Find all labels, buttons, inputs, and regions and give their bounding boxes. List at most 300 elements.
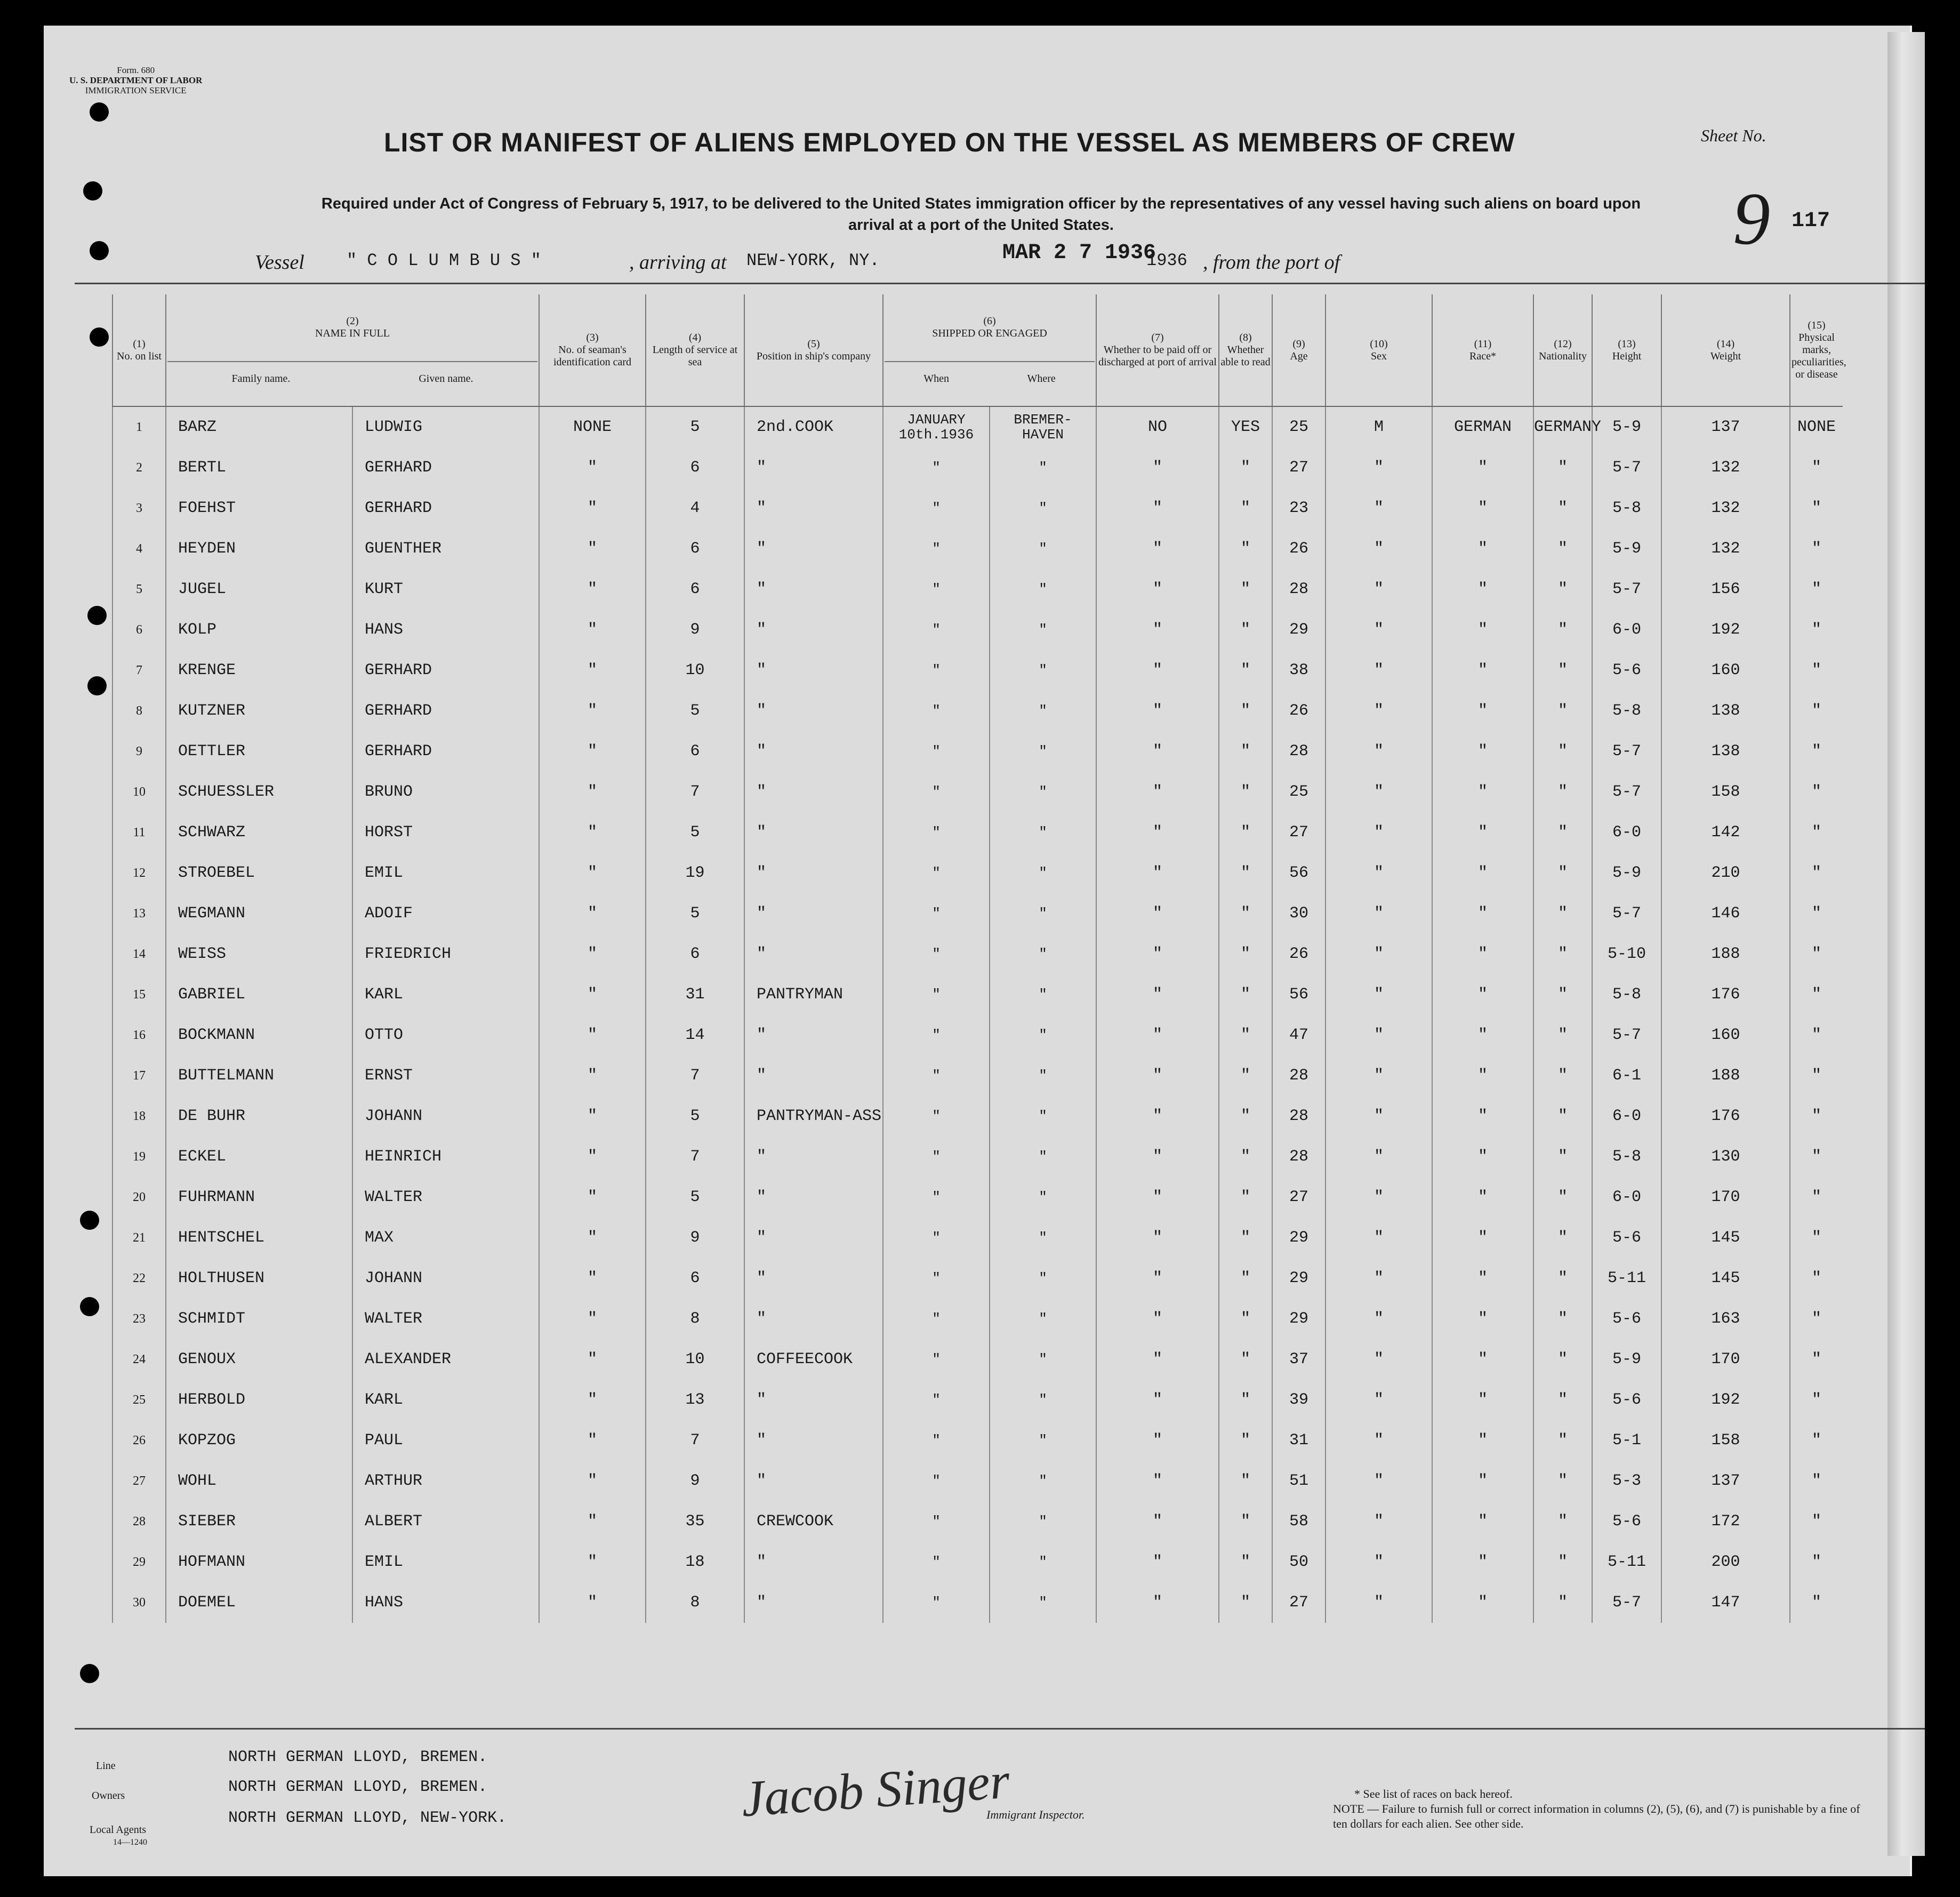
- cell-weight: 158: [1661, 1420, 1790, 1461]
- cell-marks: ": [1790, 1218, 1843, 1258]
- cell-given-name: KURT: [352, 569, 539, 610]
- cell-height: 6-1: [1592, 1055, 1661, 1096]
- table-row: [113, 1582, 1843, 1623]
- cell-able-to-read: ": [1219, 1096, 1272, 1136]
- cell-shipped-where: ": [990, 1055, 1096, 1096]
- cell-row-number: 4: [113, 529, 166, 569]
- cell-family-name: SIEBER: [166, 1501, 352, 1542]
- cell-id-card: ": [539, 1542, 646, 1582]
- cell-paid-off: ": [1096, 1339, 1219, 1380]
- sheet-number: 9: [1733, 178, 1770, 260]
- cell-age: 25: [1272, 772, 1326, 812]
- arrival-year: 1936: [1146, 251, 1187, 270]
- cell-height: 5-6: [1592, 1380, 1661, 1420]
- cell-given-name: ALEXANDER: [352, 1339, 539, 1380]
- cell-shipped-when: ": [883, 1299, 990, 1339]
- cell-family-name: HOLTHUSEN: [166, 1258, 352, 1299]
- col-height: (13) Height: [1592, 294, 1661, 406]
- cell-sex: ": [1326, 974, 1432, 1015]
- cell-paid-off: ": [1096, 853, 1219, 893]
- cell-paid-off: ": [1096, 974, 1219, 1015]
- cell-age: 30: [1272, 893, 1326, 934]
- cell-marks: ": [1790, 1055, 1843, 1096]
- cell-paid-off: ": [1096, 1461, 1219, 1501]
- cell-age: 29: [1272, 610, 1326, 650]
- cell-sex: ": [1326, 812, 1432, 853]
- cell-marks: ": [1790, 1380, 1843, 1420]
- cell-family-name: WOHL: [166, 1461, 352, 1501]
- owners-value: NORTH GERMAN LLOYD, BREMEN.: [228, 1778, 488, 1796]
- cell-position: 2nd.COOK: [744, 406, 883, 447]
- page-title: LIST OR MANIFEST OF ALIENS EMPLOYED ON THE VESSEL AS MEMBERS OF CREW: [384, 127, 1515, 157]
- col-given-name: Given name.: [419, 373, 473, 385]
- cell-id-card: ": [539, 488, 646, 529]
- cell-race: ": [1432, 488, 1533, 529]
- cell-position: COFFEECOOK: [744, 1339, 883, 1380]
- cell-height: 5-10: [1592, 934, 1661, 974]
- cell-given-name: GERHARD: [352, 650, 539, 691]
- cell-shipped-where: ": [990, 1339, 1096, 1380]
- cell-shipped-where: ": [990, 1096, 1096, 1136]
- cell-service-length: 6: [646, 529, 744, 569]
- cell-row-number: 13: [113, 893, 166, 934]
- cell-weight: 192: [1661, 1380, 1790, 1420]
- cell-shipped-when: ": [883, 1339, 990, 1380]
- cell-given-name: MAX: [352, 1218, 539, 1258]
- cell-position: ": [744, 1420, 883, 1461]
- cell-nationality: ": [1533, 1258, 1592, 1299]
- col-paid-off: (7) Whether to be paid off or discharged at port of arrival: [1096, 294, 1219, 406]
- arrival-date-stamp: MAR 2 7 1936: [1002, 241, 1156, 265]
- cell-nationality: ": [1533, 934, 1592, 974]
- table-row: [113, 569, 1843, 610]
- col-no: (1) No. on list: [113, 294, 166, 406]
- cell-height: 6-0: [1592, 610, 1661, 650]
- cell-nationality: ": [1533, 447, 1592, 488]
- penalty-note: NOTE — Failure to furnish full or correct information in columns (2), (5), (6), and (7) is punishable by a fine of ten dollars for each alien. See other side.: [1333, 1802, 1860, 1830]
- cell-family-name: BARZ: [166, 406, 352, 447]
- cell-marks: ": [1790, 488, 1843, 529]
- cell-service-length: 14: [646, 1015, 744, 1055]
- cell-nationality: ": [1533, 1015, 1592, 1055]
- divider-line: [75, 283, 1925, 284]
- cell-marks: ": [1790, 691, 1843, 731]
- cell-shipped-when: ": [883, 812, 990, 853]
- cell-shipped-when: ": [883, 529, 990, 569]
- binder-hole: [83, 181, 102, 201]
- line-value: NORTH GERMAN LLOYD, BREMEN.: [228, 1748, 488, 1766]
- cell-service-length: 6: [646, 1258, 744, 1299]
- cell-row-number: 19: [113, 1136, 166, 1177]
- cell-service-length: 6: [646, 569, 744, 610]
- cell-row-number: 22: [113, 1258, 166, 1299]
- cell-age: 26: [1272, 529, 1326, 569]
- cell-able-to-read: ": [1219, 1339, 1272, 1380]
- arrival-port: NEW-YORK, NY.: [746, 251, 880, 270]
- cell-position: PANTRYMAN: [744, 974, 883, 1015]
- page-subtitle: Required under Act of Congress of February 5, 1917, to be delivered to the United States immigration officer by the representatives of any vessel having such aliens on board upon arrival at a port of the United States.: [321, 195, 1641, 234]
- cell-nationality: ": [1533, 1177, 1592, 1218]
- cell-service-length: 5: [646, 406, 744, 447]
- cell-sex: ": [1326, 1380, 1432, 1420]
- cell-race: ": [1432, 610, 1533, 650]
- cell-weight: 146: [1661, 893, 1790, 934]
- table-row: [113, 974, 1843, 1015]
- cell-service-length: 13: [646, 1380, 744, 1420]
- cell-family-name: ECKEL: [166, 1136, 352, 1177]
- col-nationality: (12) Nationality: [1533, 294, 1592, 406]
- cell-age: 56: [1272, 974, 1326, 1015]
- vessel-label: Vessel: [255, 251, 304, 274]
- cell-paid-off: ": [1096, 610, 1219, 650]
- cell-marks: ": [1790, 1299, 1843, 1339]
- cell-position: ": [744, 569, 883, 610]
- cell-weight: 163: [1661, 1299, 1790, 1339]
- cell-able-to-read: ": [1219, 934, 1272, 974]
- cell-shipped-when: ": [883, 650, 990, 691]
- cell-sex: ": [1326, 1258, 1432, 1299]
- cell-marks: ": [1790, 1015, 1843, 1055]
- cell-family-name: SCHWARZ: [166, 812, 352, 853]
- cell-race: ": [1432, 1258, 1533, 1299]
- cell-height: 5-1: [1592, 1420, 1661, 1461]
- binder-hole: [80, 1664, 99, 1683]
- form-identifier: [69, 65, 202, 95]
- cell-paid-off: ": [1096, 812, 1219, 853]
- cell-family-name: KOLP: [166, 610, 352, 650]
- cell-weight: 142: [1661, 812, 1790, 853]
- cell-position: ": [744, 1177, 883, 1218]
- cell-given-name: HANS: [352, 1582, 539, 1623]
- table-row: [113, 488, 1843, 529]
- cell-given-name: KARL: [352, 1380, 539, 1420]
- cell-height: 6-0: [1592, 812, 1661, 853]
- cell-service-length: 8: [646, 1299, 744, 1339]
- cell-family-name: GABRIEL: [166, 974, 352, 1015]
- cell-race: ": [1432, 853, 1533, 893]
- cell-marks: ": [1790, 1501, 1843, 1542]
- binder-hole: [90, 241, 109, 260]
- cell-row-number: 30: [113, 1582, 166, 1623]
- cell-service-length: 7: [646, 772, 744, 812]
- cell-row-number: 10: [113, 772, 166, 812]
- cell-shipped-where: ": [990, 1177, 1096, 1218]
- cell-weight: 130: [1661, 1136, 1790, 1177]
- col-card: (3) No. of seaman's identification card: [539, 294, 646, 406]
- cell-shipped-when: ": [883, 1015, 990, 1055]
- cell-age: 27: [1272, 1582, 1326, 1623]
- cell-age: 38: [1272, 650, 1326, 691]
- inspector-signature: Jacob Singer: [739, 1751, 1011, 1828]
- cell-nationality: ": [1533, 893, 1592, 934]
- cell-sex: ": [1326, 1339, 1432, 1380]
- cell-able-to-read: ": [1219, 1461, 1272, 1501]
- cell-shipped-where: ": [990, 731, 1096, 772]
- cell-service-length: 9: [646, 1218, 744, 1258]
- col-race: (11) Race*: [1432, 294, 1533, 406]
- table-row: [113, 1218, 1843, 1258]
- cell-sex: ": [1326, 569, 1432, 610]
- cell-age: 39: [1272, 1380, 1326, 1420]
- cell-family-name: BOCKMANN: [166, 1015, 352, 1055]
- cell-service-length: 5: [646, 691, 744, 731]
- cell-id-card: ": [539, 1177, 646, 1218]
- cell-shipped-where: ": [990, 1582, 1096, 1623]
- cell-able-to-read: ": [1219, 1258, 1272, 1299]
- cell-height: 5-8: [1592, 974, 1661, 1015]
- cell-age: 23: [1272, 488, 1326, 529]
- department: U. S. DEPARTMENT OF LABOR: [69, 75, 203, 85]
- cell-race: ": [1432, 1136, 1533, 1177]
- cell-given-name: GERHARD: [352, 488, 539, 529]
- cell-able-to-read: ": [1219, 569, 1272, 610]
- cell-service-length: 18: [646, 1542, 744, 1582]
- cell-position: ": [744, 447, 883, 488]
- cell-able-to-read: ": [1219, 893, 1272, 934]
- cell-given-name: WALTER: [352, 1177, 539, 1218]
- cell-age: 28: [1272, 731, 1326, 772]
- table-row: [113, 1420, 1843, 1461]
- cell-age: 31: [1272, 1420, 1326, 1461]
- table-row: [113, 447, 1843, 488]
- cell-able-to-read: ": [1219, 1136, 1272, 1177]
- cell-id-card: ": [539, 853, 646, 893]
- cell-race: ": [1432, 893, 1533, 934]
- cell-shipped-where: ": [990, 853, 1096, 893]
- cell-shipped-when: ": [883, 1096, 990, 1136]
- cell-family-name: KUTZNER: [166, 691, 352, 731]
- cell-marks: ": [1790, 1461, 1843, 1501]
- cell-given-name: WALTER: [352, 1299, 539, 1339]
- binder-hole: [90, 327, 109, 347]
- cell-shipped-when: ": [883, 1177, 990, 1218]
- cell-sex: ": [1326, 1136, 1432, 1177]
- cell-row-number: 24: [113, 1339, 166, 1380]
- cell-age: 50: [1272, 1542, 1326, 1582]
- cell-id-card: ": [539, 893, 646, 934]
- cell-height: 5-9: [1592, 1339, 1661, 1380]
- cell-height: 5-7: [1592, 1582, 1661, 1623]
- cell-shipped-where: ": [990, 1136, 1096, 1177]
- cell-paid-off: ": [1096, 772, 1219, 812]
- cell-given-name: BRUNO: [352, 772, 539, 812]
- cell-family-name: JUGEL: [166, 569, 352, 610]
- cell-id-card: ": [539, 569, 646, 610]
- cell-sex: ": [1326, 1055, 1432, 1096]
- table-row: [113, 1096, 1843, 1136]
- cell-sex: ": [1326, 893, 1432, 934]
- cell-row-number: 12: [113, 853, 166, 893]
- cell-race: ": [1432, 691, 1533, 731]
- cell-given-name: EMIL: [352, 1542, 539, 1582]
- cell-weight: 192: [1661, 610, 1790, 650]
- cell-weight: 137: [1661, 1461, 1790, 1501]
- cell-weight: 210: [1661, 853, 1790, 893]
- cell-marks: ": [1790, 1542, 1843, 1582]
- cell-shipped-when: ": [883, 1218, 990, 1258]
- cell-weight: 132: [1661, 529, 1790, 569]
- cell-given-name: HANS: [352, 610, 539, 650]
- cell-able-to-read: ": [1219, 1420, 1272, 1461]
- cell-race: ": [1432, 1218, 1533, 1258]
- cell-race: ": [1432, 1461, 1533, 1501]
- cell-given-name: LUDWIG: [352, 406, 539, 447]
- cell-weight: 137: [1661, 406, 1790, 447]
- cell-id-card: ": [539, 1420, 646, 1461]
- cell-sex: ": [1326, 1542, 1432, 1582]
- cell-shipped-where: ": [990, 772, 1096, 812]
- cell-id-card: ": [539, 1339, 646, 1380]
- cell-row-number: 20: [113, 1177, 166, 1218]
- cell-weight: 188: [1661, 1055, 1790, 1096]
- cell-nationality: ": [1533, 1096, 1592, 1136]
- cell-nationality: ": [1533, 610, 1592, 650]
- cell-service-length: 4: [646, 488, 744, 529]
- cell-able-to-read: ": [1219, 1542, 1272, 1582]
- cell-paid-off: ": [1096, 731, 1219, 772]
- table-row: [113, 893, 1843, 934]
- cell-given-name: JOHANN: [352, 1096, 539, 1136]
- cell-age: 37: [1272, 1339, 1326, 1380]
- cell-given-name: GERHARD: [352, 691, 539, 731]
- cell-row-number: 28: [113, 1501, 166, 1542]
- cell-height: 5-6: [1592, 650, 1661, 691]
- cell-age: 29: [1272, 1299, 1326, 1339]
- cell-paid-off: ": [1096, 650, 1219, 691]
- cell-shipped-where: ": [990, 1299, 1096, 1339]
- cell-height: 5-9: [1592, 406, 1661, 447]
- cell-position: ": [744, 934, 883, 974]
- cell-shipped-when: ": [883, 1136, 990, 1177]
- cell-service-length: 7: [646, 1136, 744, 1177]
- footnote: [1333, 1787, 1866, 1831]
- cell-family-name: HEYDEN: [166, 529, 352, 569]
- cell-marks: ": [1790, 1420, 1843, 1461]
- cell-given-name: KARL: [352, 974, 539, 1015]
- cell-row-number: 26: [113, 1420, 166, 1461]
- cell-id-card: ": [539, 1258, 646, 1299]
- table-row: [113, 406, 1843, 447]
- cell-marks: ": [1790, 853, 1843, 893]
- cell-height: 5-8: [1592, 691, 1661, 731]
- cell-row-number: 8: [113, 691, 166, 731]
- cell-row-number: 9: [113, 731, 166, 772]
- cell-id-card: ": [539, 1055, 646, 1096]
- cell-able-to-read: ": [1219, 447, 1272, 488]
- cell-family-name: FUHRMANN: [166, 1177, 352, 1218]
- cell-sex: ": [1326, 853, 1432, 893]
- cell-shipped-when: ": [883, 1501, 990, 1542]
- cell-nationality: ": [1533, 1380, 1592, 1420]
- cell-row-number: 6: [113, 610, 166, 650]
- table-row: [113, 1542, 1843, 1582]
- cell-position: ": [744, 1461, 883, 1501]
- cell-height: 5-7: [1592, 1015, 1661, 1055]
- cell-position: ": [744, 1218, 883, 1258]
- cell-height: 5-8: [1592, 1136, 1661, 1177]
- cell-position: ": [744, 812, 883, 853]
- cell-nationality: ": [1533, 1218, 1592, 1258]
- cell-given-name: GERHARD: [352, 731, 539, 772]
- cell-marks: ": [1790, 1096, 1843, 1136]
- cell-able-to-read: ": [1219, 1015, 1272, 1055]
- cell-family-name: GENOUX: [166, 1339, 352, 1380]
- cell-family-name: BERTL: [166, 447, 352, 488]
- cell-position: ": [744, 893, 883, 934]
- cell-sex: ": [1326, 488, 1432, 529]
- cell-row-number: 27: [113, 1461, 166, 1501]
- col-when: When: [923, 373, 950, 385]
- cell-sex: ": [1326, 1218, 1432, 1258]
- cell-race: ": [1432, 1582, 1533, 1623]
- cell-row-number: 7: [113, 650, 166, 691]
- cell-height: 5-3: [1592, 1461, 1661, 1501]
- cell-weight: 188: [1661, 934, 1790, 974]
- cell-given-name: OTTO: [352, 1015, 539, 1055]
- cell-nationality: ": [1533, 772, 1592, 812]
- cell-paid-off: ": [1096, 569, 1219, 610]
- cell-nationality: ": [1533, 1542, 1592, 1582]
- cell-sex: ": [1326, 1501, 1432, 1542]
- cell-shipped-where: ": [990, 1380, 1096, 1420]
- inspector-label: Immigrant Inspector.: [986, 1808, 1085, 1821]
- cell-shipped-where: ": [990, 1015, 1096, 1055]
- cell-sex: ": [1326, 691, 1432, 731]
- cell-able-to-read: ": [1219, 691, 1272, 731]
- cell-sex: ": [1326, 447, 1432, 488]
- cell-given-name: HEINRICH: [352, 1136, 539, 1177]
- cell-service-length: 5: [646, 1096, 744, 1136]
- cell-race: GERMAN: [1432, 406, 1533, 447]
- cell-position: ": [744, 731, 883, 772]
- cell-age: 28: [1272, 569, 1326, 610]
- cell-age: 58: [1272, 1501, 1326, 1542]
- col-name: (2) NAME IN FULL Family name. Given name.: [166, 294, 539, 406]
- cell-nationality: ": [1533, 1055, 1592, 1096]
- cell-family-name: KOPZOG: [166, 1420, 352, 1461]
- col-family-name: Family name.: [231, 373, 291, 385]
- cell-race: ": [1432, 529, 1533, 569]
- cell-weight: 145: [1661, 1218, 1790, 1258]
- sheet-label: Sheet No.: [1701, 126, 1766, 145]
- cell-row-number: 18: [113, 1096, 166, 1136]
- cell-race: ": [1432, 1542, 1533, 1582]
- cell-position: ": [744, 1380, 883, 1420]
- col-shipped: (6) SHIPPED OR ENGAGED When Where: [883, 294, 1096, 406]
- cell-able-to-read: ": [1219, 812, 1272, 853]
- cell-sex: ": [1326, 529, 1432, 569]
- cell-nationality: ": [1533, 1299, 1592, 1339]
- cell-position: ": [744, 529, 883, 569]
- binder-hole: [90, 102, 109, 122]
- cell-marks: ": [1790, 529, 1843, 569]
- cell-position: ": [744, 1542, 883, 1582]
- cell-weight: 138: [1661, 731, 1790, 772]
- cell-paid-off: ": [1096, 1258, 1219, 1299]
- cell-age: 51: [1272, 1461, 1326, 1501]
- service: IMMIGRATION SERVICE: [85, 85, 187, 95]
- cell-service-length: 7: [646, 1420, 744, 1461]
- cell-paid-off: ": [1096, 893, 1219, 934]
- cell-id-card: ": [539, 1582, 646, 1623]
- cell-id-card: ": [539, 1096, 646, 1136]
- table-row: [113, 812, 1843, 853]
- cell-age: 56: [1272, 853, 1326, 893]
- cell-race: ": [1432, 1177, 1533, 1218]
- cell-service-length: 31: [646, 974, 744, 1015]
- cell-shipped-when: ": [883, 691, 990, 731]
- cell-shipped-where: ": [990, 812, 1096, 853]
